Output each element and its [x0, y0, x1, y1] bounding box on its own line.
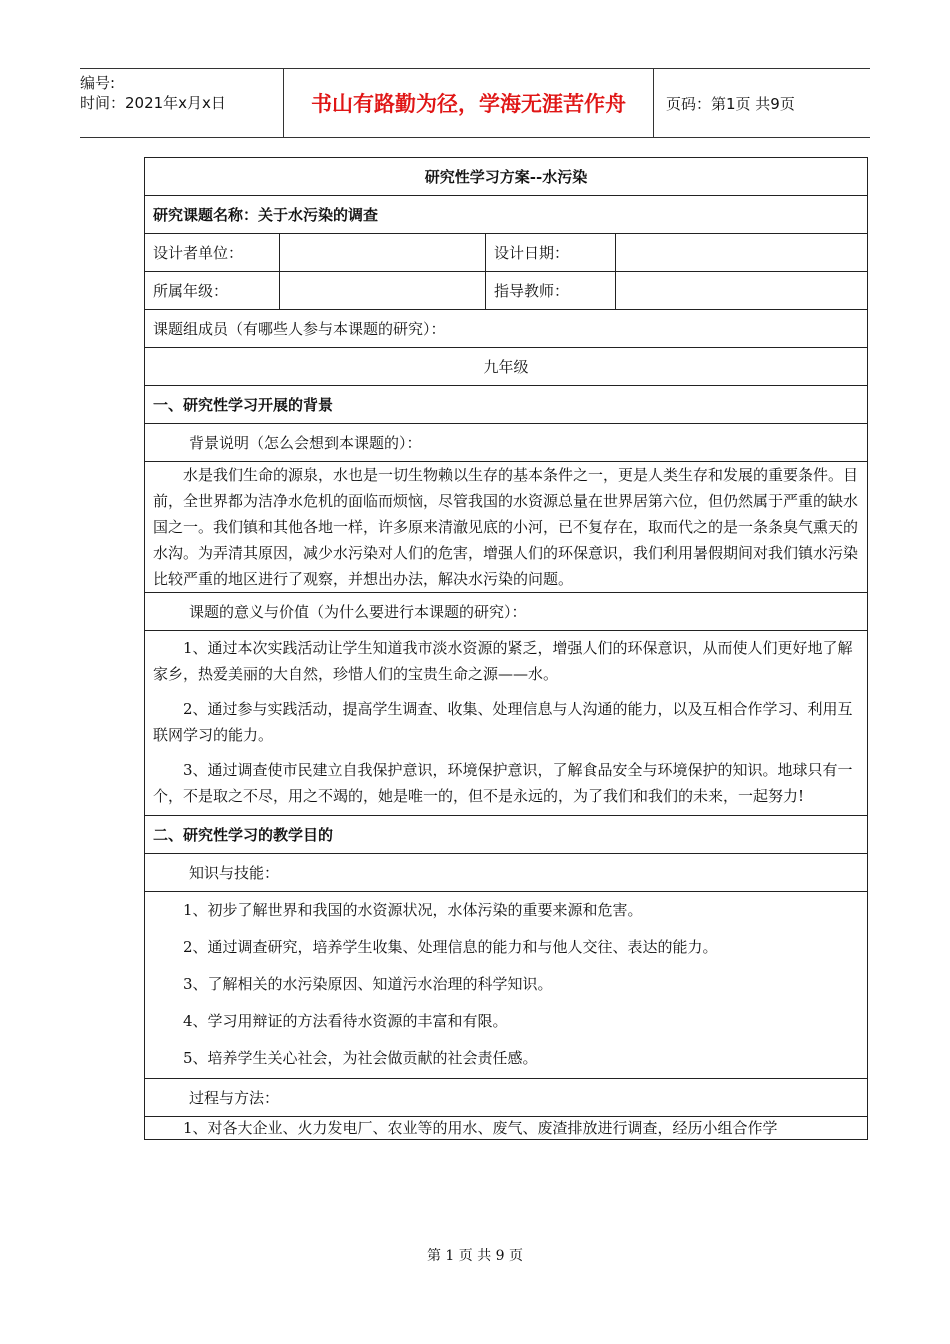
significance-label: 课题的意义与价值（为什么要进行本课题的研究）：	[145, 593, 868, 631]
significance-cell	[145, 631, 868, 816]
significance-item: 3、通过调查使市民建立自我保护意识，环境保护意识，了解食品安全与环境保护的知识。地球只有一个，不是取之不尽，用之不竭的，她是唯一的，但不是永远的，为了我们和我们的未来，一起努力!	[153, 761, 853, 805]
section-2-title: 二、研究性学习的教学目的	[145, 816, 868, 854]
header-page-info: 页码：第1页 共9页	[666, 94, 795, 113]
design-date-label: 设计日期：	[486, 234, 616, 272]
knowledge-cell	[145, 892, 868, 1079]
knowledge-item: 4、学习用辩证的方法看待水资源的丰富和有限。	[183, 1012, 508, 1030]
knowledge-item: 1、初步了解世界和我国的水资源状况，水体污染的重要来源和危害。	[183, 901, 643, 919]
designer-unit-label: 设计者单位：	[145, 234, 280, 272]
advisor-value	[616, 272, 868, 310]
designer-unit-value	[280, 234, 486, 272]
grade-label: 所属年级：	[145, 272, 280, 310]
knowledge-item: 2、通过调查研究，培养学生收集、处理信息的能力和与他人交往、表达的能力。	[183, 938, 718, 956]
significance-item: 1、通过本次实践活动让学生知道我市淡水资源的紧乏，增强人们的环保意识，从而使人们更好地了解家乡，热爱美丽的大自然，珍惜人们的宝贵生命之源——水。	[153, 639, 853, 683]
research-plan-table	[144, 157, 868, 1140]
page-header	[80, 68, 870, 138]
background-cell	[145, 462, 868, 593]
background-text: 水是我们生命的源泉，水也是一切生物赖以生存的基本条件之一，更是人类生存和发展的重要条件。目前，全世界都为洁净水危机的面临而烦恼，尽管我国的水资源总量在世界居第六位，但仍然属于严重的缺水国之一。我们镇和其他各地一样，许多原来清澈见底的小河，已不复存在，取而代之的是一条条臭气熏天的水沟。为弄清其原因，减少水污染对人们的危害，增强人们的环保意识，我们利用暑假期间对我们镇水污染比较严重的地区进行了观察，并想出办法，解决水污染的问题。	[153, 466, 859, 588]
knowledge-item: 3、了解相关的水污染原因、知道污水治理的科学知识。	[183, 975, 553, 993]
background-label: 背景说明（怎么会想到本课题的）：	[145, 424, 868, 462]
header-motto-cell	[283, 69, 654, 137]
section-1-title: 一、研究性学习开展的背景	[145, 386, 868, 424]
knowledge-label: 知识与技能：	[145, 854, 868, 892]
process-item: 1、对各大企业、火力发电厂、农业等的用水、废气、废渣排放进行调查，经历小组合作学	[183, 1119, 778, 1137]
members-value: 九年级	[145, 348, 868, 386]
grade-value	[280, 272, 486, 310]
design-date-value	[616, 234, 868, 272]
advisor-label: 指导教师：	[486, 272, 616, 310]
header-meta	[80, 69, 283, 137]
process-cell	[145, 1117, 868, 1140]
date-label: 时间：2021年x月x日	[80, 94, 226, 112]
process-label: 过程与方法：	[145, 1079, 868, 1117]
knowledge-item: 5、培养学生关心社会，为社会做贡献的社会责任感。	[183, 1049, 538, 1067]
header-motto: 书山有路勤为径，学海无涯苦作舟	[311, 92, 626, 116]
table-title: 研究性学习方案--水污染	[145, 158, 868, 196]
significance-item: 2、通过参与实践活动，提高学生调查、收集、处理信息与人沟通的能力，以及互相合作学习、利用互联网学习的能力。	[153, 700, 853, 744]
page-footer: 第 1 页 共 9 页	[426, 1248, 524, 1264]
serial-label: 编号:	[80, 74, 116, 92]
topic-row: 研究课题名称：关于水污染的调查	[145, 196, 868, 234]
members-label: 课题组成员（有哪些人参与本课题的研究）：	[145, 310, 868, 348]
